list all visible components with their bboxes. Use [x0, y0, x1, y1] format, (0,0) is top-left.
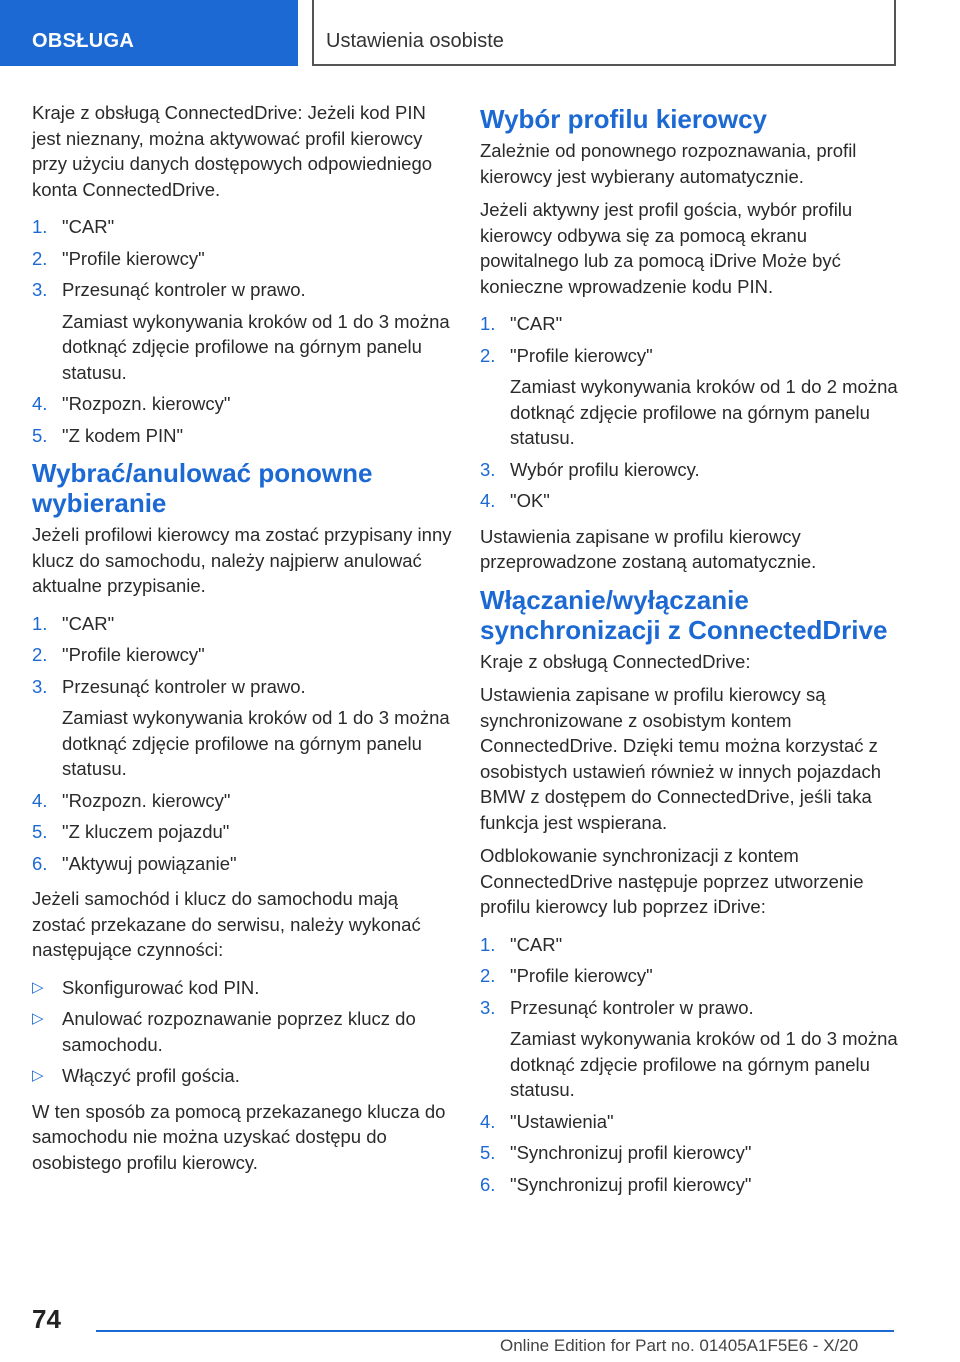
step-number: 6. — [32, 852, 48, 874]
step-number: 1. — [32, 612, 48, 634]
step-number: 4. — [480, 490, 496, 511]
step-item — [480, 1172, 900, 1198]
triangle-bullet-icon: ▷ — [32, 1067, 44, 1084]
step-text: "Rozpozn. kierowcy" — [62, 789, 231, 811]
step-number: 1. — [32, 216, 48, 237]
step-number: 4. — [480, 1110, 496, 1132]
triangle-bullet-icon: ▷ — [32, 1010, 44, 1027]
paragraph: Odblokowanie synchronizacji z kontem ConnectedDrive następuje poprzez utworzenie profilu kierowcy lub poprzez iDrive: — [480, 845, 864, 917]
page-header — [0, 0, 960, 66]
edition-note: Online Edition for Part no. 01405A1F5E6 - X/20 — [500, 1336, 859, 1355]
step-number: 2. — [32, 644, 48, 665]
step-item — [32, 246, 452, 272]
step-text: "Z kodem PIN" — [62, 424, 184, 446]
step-text: "Ustawienia" — [510, 1110, 614, 1132]
section-heading: Włączanie/wyłączanie synchronizacji z ConnectedDrive — [480, 584, 888, 645]
triangle-bullet-icon: ▷ — [32, 978, 44, 996]
step-number: 3. — [480, 458, 496, 480]
step-text: "Synchronizuj profil kierowcy" — [510, 1142, 752, 1163]
steps-list — [480, 932, 900, 1198]
bullet-text: Włączyć profil gościa. — [62, 1065, 240, 1086]
paragraph: Ustawienia zapisane w profilu kierowcy przeprowadzone zostaną automatycznie. — [480, 525, 817, 572]
step-item — [32, 788, 452, 814]
step-text: "Z kluczem pojazdu" — [62, 821, 230, 842]
steps-list — [32, 611, 452, 877]
steps-list — [480, 311, 900, 514]
step-text: "Aktywuj powiązanie" — [62, 852, 237, 874]
chapter-title: Ustawienia osobiste — [312, 0, 896, 66]
step-text: "Synchronizuj profil kierowcy" — [510, 1173, 752, 1195]
paragraph: Ustawienia zapisane w profilu kierowcy są synchronizowane z osobistym kontem ConnectedDrive. Dzięki temu można korzystać z osobistych ustawień również w innych pojazdach BMW z dostępem do ConnectedDrive, jeśli taka funkcja jest wspierana. — [480, 684, 882, 833]
step-number: 3. — [480, 996, 496, 1018]
step-note: Zamiast wykonywania kroków od 1 do 3 można dotknąć zdjęcie profilowe na górnym panelu statusu. — [510, 1028, 898, 1100]
section-heading: Wybór profilu kierowcy — [480, 104, 768, 134]
step-number: 2. — [32, 247, 48, 269]
step-item — [480, 1109, 900, 1135]
section-heading: Wybrać/anulować ponowne wybieranie — [32, 458, 373, 518]
step-item — [480, 995, 900, 1103]
step-number: 1. — [480, 313, 496, 334]
bullet-list — [32, 975, 452, 1089]
paragraph: Jeżeli profilowi kierowcy ma zostać przypisany inny klucz do samochodu, należy najpierw anulować aktualne przypisanie. — [32, 524, 452, 596]
step-number: 5. — [480, 1142, 496, 1163]
step-item — [480, 311, 900, 337]
step-number: 4. — [32, 393, 48, 414]
step-text: "OK" — [510, 490, 550, 511]
paragraph: Jeżeli samochód i klucz do samochodu mają zostać przekazane do serwisu, należy wykonać następujące czynności: — [32, 888, 421, 960]
step-number: 6. — [480, 1173, 496, 1195]
bullet-item — [32, 1006, 452, 1057]
step-item — [480, 343, 900, 451]
step-number: 3. — [32, 675, 48, 697]
paragraph: Zależnie od ponownego rozpoznawania, profil kierowcy jest wybierany automatycznie. — [480, 140, 857, 187]
step-number: 1. — [480, 933, 496, 955]
step-item — [32, 674, 452, 782]
bullet-item — [32, 975, 452, 1001]
paragraph: Jeżeli aktywny jest profil gościa, wybór profilu kierowcy odbywa się za pomocą ekranu powitalnego lub za pomocą iDrive Może być konieczne wprowadzenie kodu PIN. — [480, 199, 853, 297]
steps-list — [32, 214, 452, 448]
step-item — [32, 423, 452, 449]
step-item — [32, 851, 452, 877]
step-text: "CAR" — [510, 933, 563, 955]
step-text: "Profile kierowcy" — [62, 247, 205, 269]
step-text: Przesunąć kontroler w prawo. — [62, 675, 306, 697]
intro-paragraph: Kraje z obsługą ConnectedDrive: Jeżeli kod PIN jest nieznany, można aktywować profil kierowcy przy użyciu danych dostępowych odpowiedniego konta ConnectedDrive. — [32, 102, 433, 200]
bullet-text: Skonfigurować kod PIN. — [62, 976, 260, 998]
step-note: Zamiast wykonywania kroków od 1 do 2 można dotknąć zdjęcie profilowe na górnym panelu statusu. — [510, 376, 898, 448]
step-number: 2. — [480, 344, 496, 366]
step-text: "CAR" — [62, 612, 115, 634]
step-number: 4. — [32, 789, 48, 811]
paragraph: W ten sposób za pomocą przekazanego klucza do samochodu nie można uzyskać dostępu do osobistego profilu kierowcy. — [32, 1100, 446, 1173]
step-item — [32, 819, 452, 845]
step-item — [32, 214, 452, 240]
step-text: Wybór profilu kierowcy. — [510, 458, 700, 480]
bullet-text: Anulować rozpoznawanie poprzez klucz do samochodu. — [62, 1008, 416, 1055]
step-item — [32, 611, 452, 637]
step-text: "CAR" — [510, 313, 563, 334]
step-text: "CAR" — [62, 216, 115, 237]
step-number: 2. — [480, 965, 496, 986]
right-column — [480, 100, 900, 1207]
step-text: "Profile kierowcy" — [62, 644, 205, 665]
step-item — [480, 457, 900, 483]
step-text: Przesunąć kontroler w prawo. — [510, 996, 754, 1018]
paragraph: Kraje z obsługą ConnectedDrive: — [480, 650, 751, 672]
bullet-item — [32, 1063, 452, 1089]
left-column — [32, 100, 452, 1183]
page-number: 74 — [32, 1304, 61, 1334]
step-text: "Profile kierowcy" — [510, 965, 653, 986]
step-item — [32, 391, 452, 417]
step-number: 3. — [32, 279, 48, 300]
step-item — [480, 1140, 900, 1166]
section-tab: OBSŁUGA — [0, 0, 298, 66]
step-item — [32, 277, 452, 385]
step-note: Zamiast wykonywania kroków od 1 do 3 można dotknąć zdjęcie profilowe na górnym panelu statusu. — [62, 707, 450, 779]
step-number: 5. — [32, 821, 48, 842]
step-item — [480, 488, 900, 514]
step-item — [32, 642, 452, 668]
step-text: "Profile kierowcy" — [510, 344, 653, 366]
step-item — [480, 963, 900, 989]
step-number: 5. — [32, 424, 48, 446]
footer-divider — [96, 1330, 894, 1332]
step-item — [480, 932, 900, 958]
step-text: "Rozpozn. kierowcy" — [62, 393, 231, 414]
step-text: Przesunąć kontroler w prawo. — [62, 279, 306, 300]
step-note: Zamiast wykonywania kroków od 1 do 3 można dotknąć zdjęcie profilowe na górnym panelu statusu. — [62, 310, 450, 383]
